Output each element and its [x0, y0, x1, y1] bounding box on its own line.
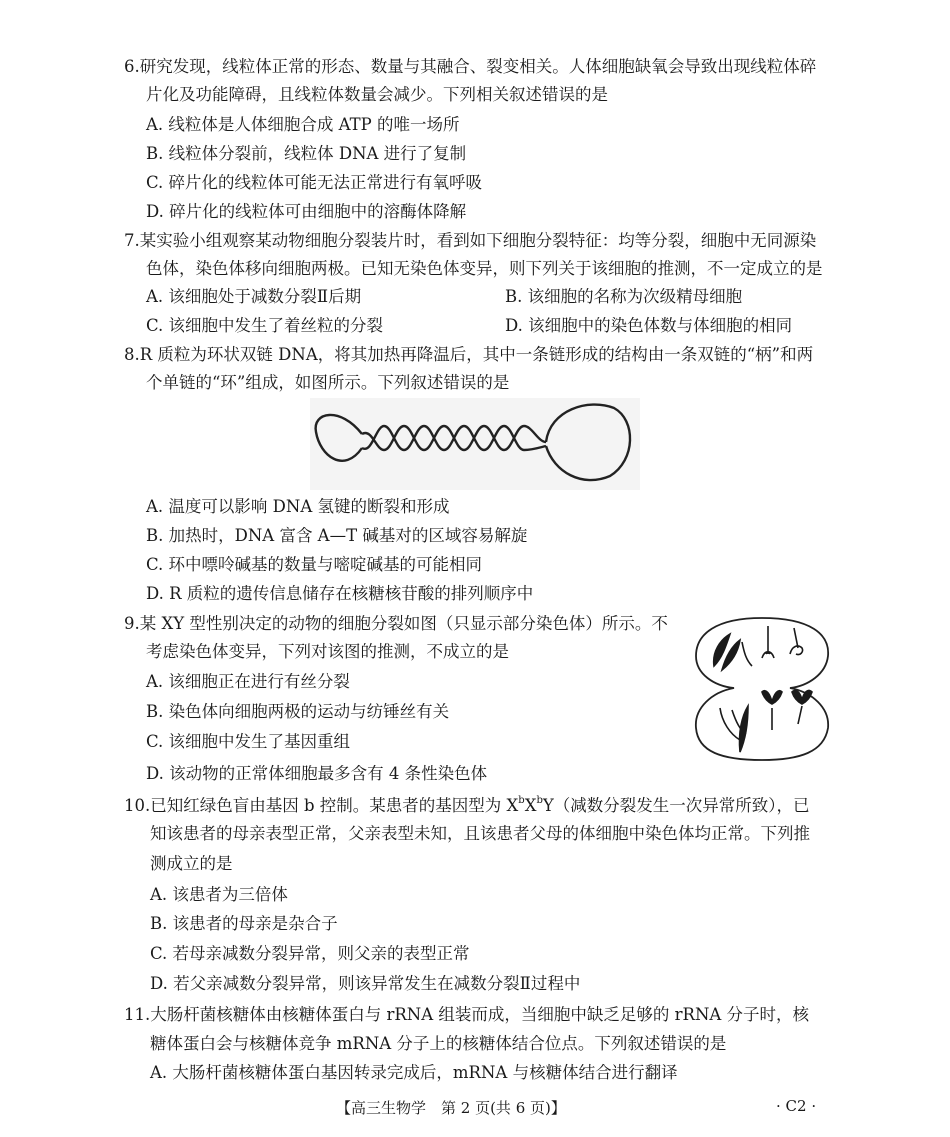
q7-option-d: D. 该细胞中的染色体数与体细胞的相同 — [505, 316, 793, 335]
upper-chromosomes — [714, 626, 803, 670]
q6-option-b: B. 线粒体分裂前，线粒体 DNA 进行了复制 — [146, 144, 467, 163]
chromosome-l4 — [762, 691, 782, 730]
q8-stem-line-1: 8.R 质粒为环状双链 DNA，将其加热再降温后，其中一条链形成的结构由一条双链的“柄”和两 — [124, 345, 814, 364]
q6-stem-line-1: 6.研究发现，线粒体正常的形态、数量与其融合、裂变相关。人体细胞缺氧会导致出现线粒体碎 — [124, 57, 817, 76]
q7-stem-line-1: 7.某实验小组观察某动物细胞分裂装片时，看到如下细胞分裂特征：均等分裂，细胞中无同源染 — [124, 231, 817, 250]
q7-option-c: C. 该细胞中发生了着丝粒的分裂 — [146, 316, 384, 335]
q9-option-c: C. 该细胞中发生了基因重组 — [146, 732, 351, 751]
q6-option-d: D. 碎片化的线粒体可由细胞中的溶酶体降解 — [146, 202, 467, 221]
q8-option-d: D. R 质粒的遗传信息储存在核糖核苷酸的排列顺序中 — [146, 584, 534, 603]
q10-stem-line-1 — [124, 795, 810, 817]
q7-option-a: A. 该细胞处于减数分裂Ⅱ后期 — [146, 287, 362, 306]
q11-stem-line-2: 糖体蛋白会与核糖体竞争 mRNA 分子上的核糖体结合位点。下列叙述错误的是 — [150, 1034, 727, 1053]
q9-option-a: A. 该细胞正在进行有丝分裂 — [146, 672, 350, 691]
chromosome-u5 — [790, 628, 803, 655]
q6-option-c: C. 碎片化的线粒体可能无法正常进行有氧呼吸 — [146, 173, 483, 192]
plasmid-stem-loop-diagram — [310, 398, 640, 490]
q8-option-c: C. 环中嘌呤碱基的数量与嘧啶碱基的可能相同 — [146, 555, 483, 574]
q10-stem-prefix: 10.已知红绿色盲由基因 b 控制。某患者的基因型为 X — [124, 796, 519, 815]
q10-stem-line-3: 测成立的是 — [150, 854, 233, 873]
q8-stem-line-2: 个单链的“环”组成，如图所示。下列叙述错误的是 — [146, 373, 510, 392]
diagram-background — [310, 398, 640, 490]
q11-option-a: A. 大肠杆菌核糖体蛋白基因转录完成后，mRNA 与核糖体结合进行翻译 — [150, 1063, 678, 1082]
q9-option-b: B. 染色体向细胞两极的运动与纺锤丝有关 — [146, 702, 450, 721]
chromosome-u3 — [742, 642, 752, 666]
chromosome-l3 — [739, 706, 748, 752]
q10-superscript-2: b — [536, 794, 543, 806]
q10-option-a: A. 该患者为三倍体 — [150, 885, 288, 904]
q6-option-a: A. 线粒体是人体细胞合成 ATP 的唯一场所 — [146, 115, 460, 134]
q10-option-d: D. 若父亲减数分裂异常，则该异常发生在减数分裂Ⅱ过程中 — [150, 974, 581, 993]
q11-stem-line-1: 11.大肠杆菌核糖体由核糖体蛋白与 rRNA 组装而成，当细胞中缺乏足够的 rRNA 分子时，核 — [124, 1005, 810, 1024]
q10-option-c: C. 若母亲减数分裂异常，则父亲的表型正常 — [150, 944, 470, 963]
q10-option-b: B. 该患者的母亲是杂合子 — [150, 914, 338, 933]
q10-stem-line-2: 知该患者的母亲表型正常，父亲表型未知，且该患者父母的体细胞中染色体均正常。下列推 — [150, 824, 810, 843]
q9-option-d: D. 该动物的正常体细胞最多含有 4 条性染色体 — [146, 764, 488, 783]
q9-stem-line-1: 9.某 XY 型性别决定的动物的细胞分裂如图（只显示部分染色体）所示。不 — [124, 614, 668, 633]
lower-chromosomes — [720, 690, 812, 752]
q6-stem-line-2: 片化及功能障碍，且线粒体数量会减少。下列相关叙述错误的是 — [146, 85, 608, 104]
chromosome-l5 — [792, 690, 812, 724]
q7-stem-line-2: 色体，染色体移向细胞两极。已知无染色体变异，则下列关于该细胞的推测，不一定成立的是 — [146, 259, 823, 278]
q10-superscript-1: b — [518, 794, 525, 806]
q7-option-b: B. 该细胞的名称为次级精母细胞 — [505, 287, 743, 306]
q10-stem-mid: X — [524, 796, 537, 815]
q9-stem-line-2: 考虑染色体变异，下列对该图的推测，不成立的是 — [146, 642, 509, 661]
cell-membrane-outline — [696, 618, 828, 760]
q10-stem-suffix: Y（减数分裂发生一次异常所致），已 — [542, 796, 810, 815]
cell-division-diagram — [692, 612, 832, 764]
page-footer-label: 【高三生物学 第 2 页(共 6 页)】 — [336, 1099, 566, 1117]
q8-option-b: B. 加热时，DNA 富含 A—T 碱基对的区域容易解旋 — [146, 526, 528, 545]
page-footer-code: · C2 · — [776, 1097, 817, 1115]
chromosome-u4 — [762, 626, 774, 658]
q8-option-a: A. 温度可以影响 DNA 氢键的断裂和形成 — [146, 497, 450, 516]
